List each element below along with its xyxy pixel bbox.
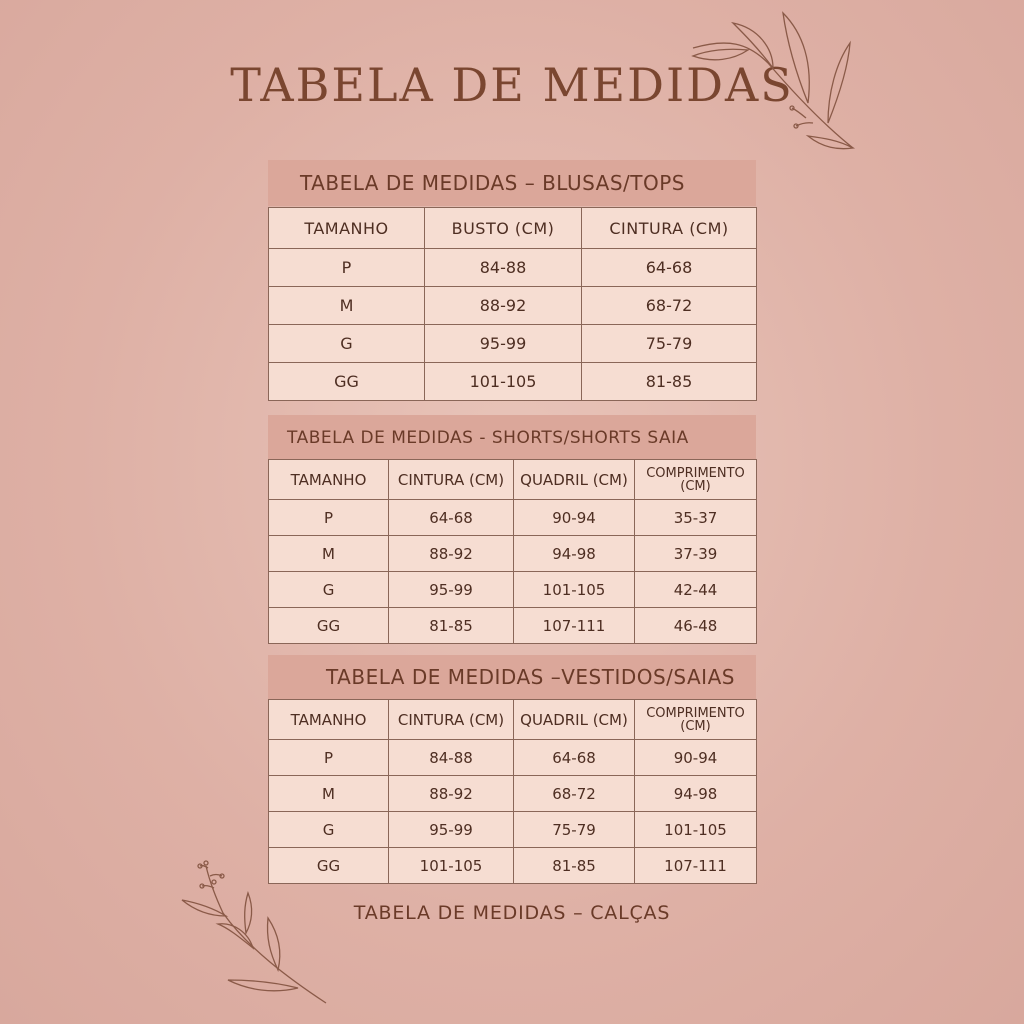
column-header: COMPRIMENTO (CM)	[635, 700, 757, 740]
table-cell: 90-94	[514, 500, 635, 536]
table-header-row	[269, 460, 757, 500]
column-header: CINTURA (CM)	[389, 460, 514, 500]
table-cell: 88-92	[425, 287, 582, 325]
table-cell: 35-37	[635, 500, 757, 536]
section-header-vestidos: TABELA DE MEDIDAS –VESTIDOS/SAIAS	[268, 655, 756, 699]
table-cell: 107-111	[635, 848, 757, 884]
column-header: TAMANHO	[269, 700, 389, 740]
column-header: QUADRIL (CM)	[514, 460, 635, 500]
table-cell: 64-68	[389, 500, 514, 536]
table-cell: 88-92	[389, 776, 514, 812]
column-header: BUSTO (CM)	[425, 208, 582, 249]
table-cell: GG	[269, 363, 425, 401]
table-header-row	[269, 700, 757, 740]
table-cell: 81-85	[389, 608, 514, 644]
table-row	[269, 249, 757, 287]
table-row	[269, 325, 757, 363]
leaf-sprig-icon	[178, 858, 338, 1008]
section-header-shorts: TABELA DE MEDIDAS - SHORTS/SHORTS SAIA	[268, 415, 756, 461]
table-row	[269, 776, 757, 812]
table-row	[269, 740, 757, 776]
table-cell: M	[269, 776, 389, 812]
table-cell: 81-85	[582, 363, 757, 401]
table-cell: 94-98	[514, 536, 635, 572]
table-cell: P	[269, 740, 389, 776]
table-cell: GG	[269, 608, 389, 644]
table-cell: GG	[269, 848, 389, 884]
table-cell: M	[269, 536, 389, 572]
column-header: TAMANHO	[269, 460, 389, 500]
table-cell: P	[269, 500, 389, 536]
table-cell: 101-105	[425, 363, 582, 401]
leaf-branch-icon	[688, 8, 858, 158]
table-row	[269, 572, 757, 608]
page-title: TABELA DE MEDIDAS	[230, 58, 794, 112]
section-header-blusas: TABELA DE MEDIDAS – BLUSAS/TOPS	[268, 160, 756, 206]
section-header-calcas: TABELA DE MEDIDAS – CALÇAS	[353, 902, 671, 924]
table-cell: 94-98	[635, 776, 757, 812]
size-table-vestidos	[268, 699, 757, 884]
table-cell: 90-94	[635, 740, 757, 776]
table-cell: G	[269, 812, 389, 848]
table-row	[269, 848, 757, 884]
size-table-blusas	[268, 207, 757, 401]
column-header: CINTURA (CM)	[389, 700, 514, 740]
size-table-shorts	[268, 459, 757, 644]
table-cell: 107-111	[514, 608, 635, 644]
table-header-row	[269, 208, 757, 249]
table-row	[269, 500, 757, 536]
table-cell: 37-39	[635, 536, 757, 572]
table-row	[269, 608, 757, 644]
table-row	[269, 536, 757, 572]
table-row	[269, 812, 757, 848]
table-row	[269, 363, 757, 401]
table-cell: 75-79	[582, 325, 757, 363]
table-cell: G	[269, 325, 425, 363]
table-cell: 68-72	[582, 287, 757, 325]
table-cell: 75-79	[514, 812, 635, 848]
table-cell: 95-99	[389, 812, 514, 848]
table-cell: 81-85	[514, 848, 635, 884]
column-header: QUADRIL (CM)	[514, 700, 635, 740]
table-cell: 64-68	[514, 740, 635, 776]
table-cell: 42-44	[635, 572, 757, 608]
table-cell: M	[269, 287, 425, 325]
table-cell: 88-92	[389, 536, 514, 572]
table-cell: 84-88	[425, 249, 582, 287]
table-cell: 101-105	[635, 812, 757, 848]
table-cell: 46-48	[635, 608, 757, 644]
table-cell: 101-105	[514, 572, 635, 608]
table-cell: G	[269, 572, 389, 608]
table-row	[269, 287, 757, 325]
table-cell: 64-68	[582, 249, 757, 287]
table-cell: 95-99	[425, 325, 582, 363]
table-cell: 68-72	[514, 776, 635, 812]
column-header: TAMANHO	[269, 208, 425, 249]
table-cell: 84-88	[389, 740, 514, 776]
table-cell: P	[269, 249, 425, 287]
column-header: COMPRIMENTO (CM)	[635, 460, 757, 500]
table-cell: 95-99	[389, 572, 514, 608]
column-header: CINTURA (CM)	[582, 208, 757, 249]
table-cell: 101-105	[389, 848, 514, 884]
